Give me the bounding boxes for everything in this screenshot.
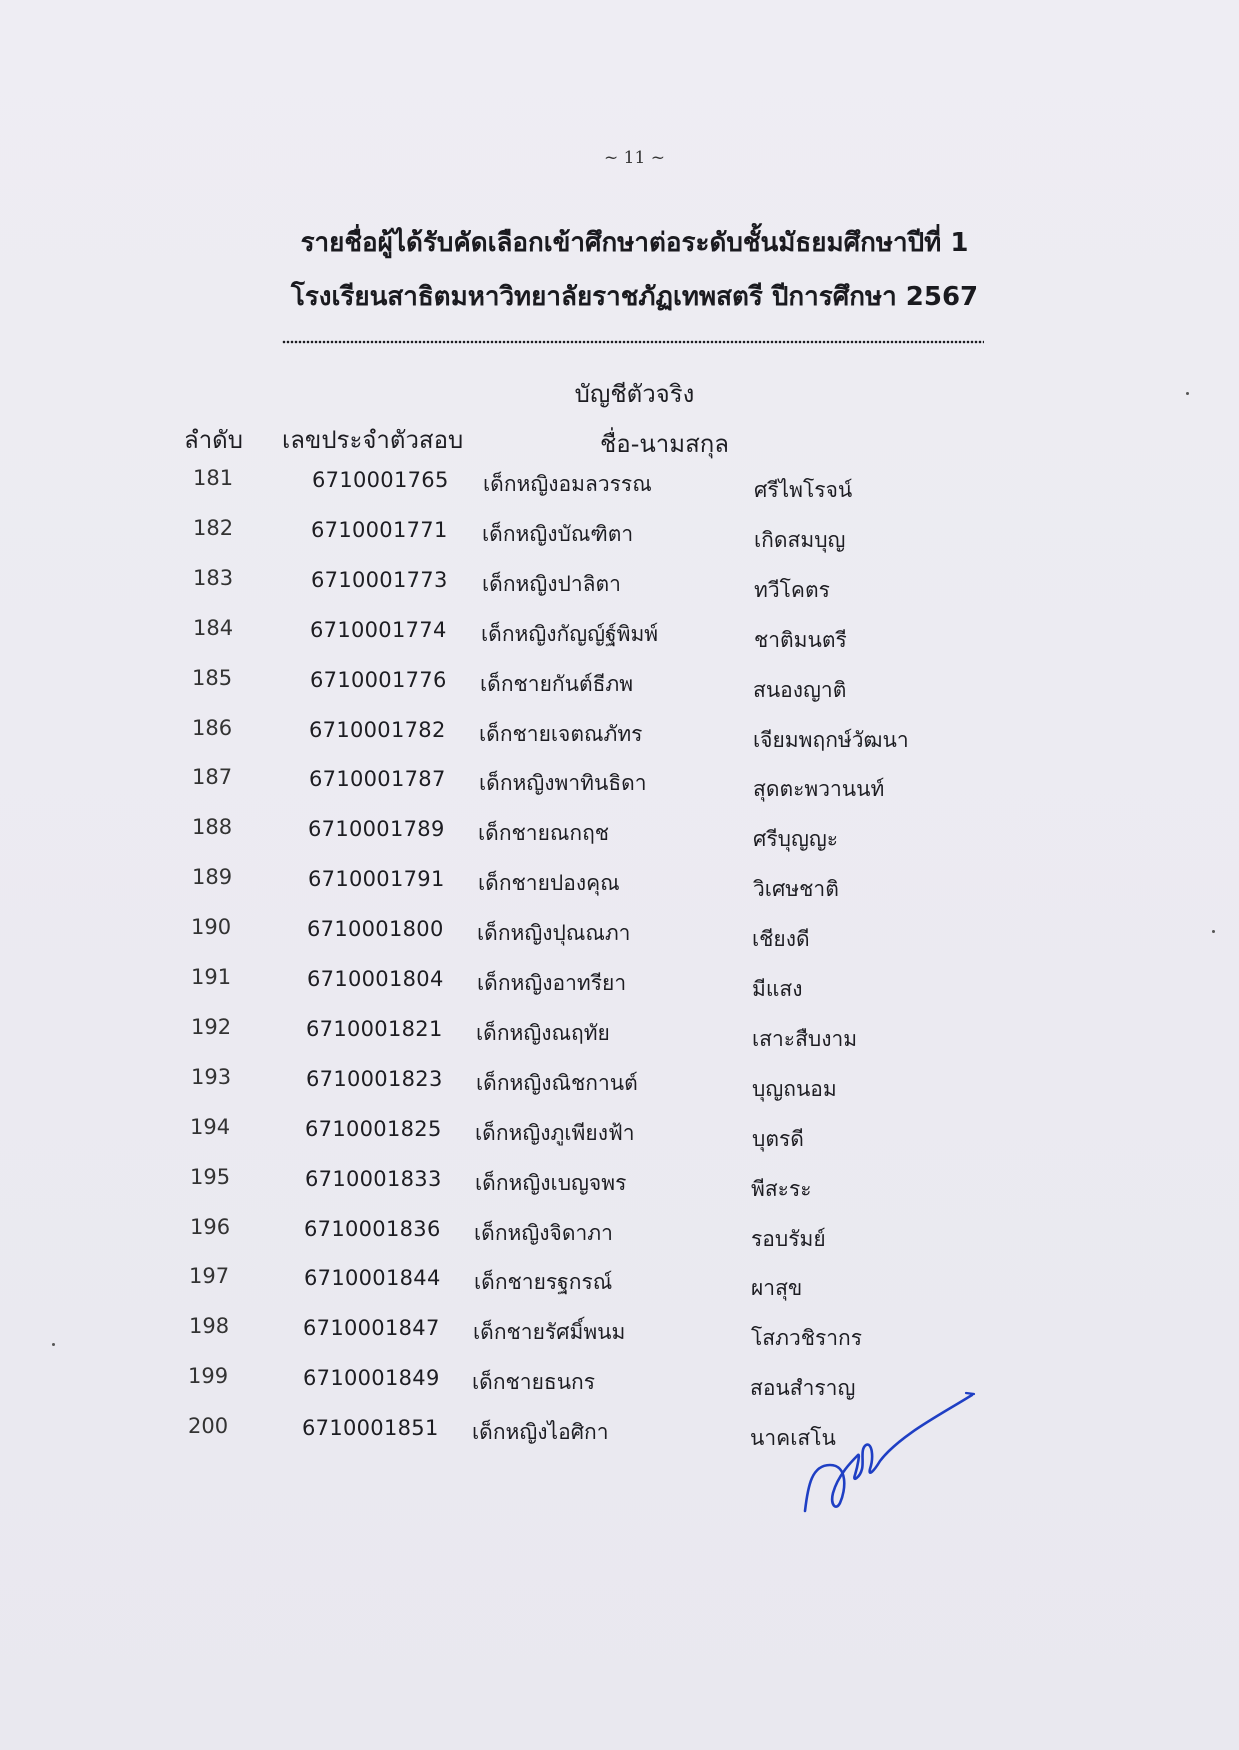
row-exam-id: 6710001836 bbox=[304, 1216, 441, 1241]
row-last-name: สอนสำราญ bbox=[750, 1376, 856, 1401]
row-exam-id: 6710001823 bbox=[306, 1066, 443, 1091]
row-first-name: เด็กหญิงภูเพียงฟ้า bbox=[475, 1120, 635, 1145]
row-last-name: วิเศษชาติ bbox=[753, 877, 839, 902]
list-row bbox=[0, 665, 1239, 712]
list-row bbox=[0, 1064, 1239, 1111]
row-order: 200 bbox=[188, 1414, 229, 1439]
paper-speck bbox=[52, 1343, 55, 1346]
row-order: 187 bbox=[192, 765, 233, 790]
row-exam-id: 6710001847 bbox=[303, 1316, 440, 1341]
list-row bbox=[0, 1114, 1239, 1161]
row-order: 191 bbox=[191, 965, 232, 989]
row-last-name: สุดตะพวานนท์ bbox=[753, 777, 885, 802]
list-row bbox=[0, 1214, 1239, 1261]
row-first-name: เด็กหญิงปุณณภา bbox=[477, 921, 631, 946]
row-last-name: ชาติมนตรี bbox=[754, 627, 847, 652]
row-exam-id: 6710001833 bbox=[305, 1166, 442, 1191]
row-first-name: เด็กหญิงบัณฑิตา bbox=[482, 521, 634, 546]
row-last-name: บุญถนอม bbox=[752, 1076, 837, 1101]
row-last-name: เสาะสืบงาม bbox=[752, 1026, 858, 1051]
row-order: 185 bbox=[192, 665, 233, 690]
list-row bbox=[0, 1414, 1239, 1460]
row-order: 192 bbox=[191, 1014, 232, 1039]
row-first-name: เด็กชายรฐกรณ์ bbox=[474, 1270, 613, 1295]
list-row bbox=[0, 815, 1239, 861]
row-last-name: นาคเสโน bbox=[750, 1426, 836, 1451]
row-order: 186 bbox=[192, 715, 233, 740]
row-exam-id: 6710001825 bbox=[305, 1116, 442, 1141]
row-exam-id: 6710001789 bbox=[308, 817, 445, 842]
list-row bbox=[0, 515, 1239, 562]
list-row bbox=[0, 1164, 1239, 1211]
row-first-name: เด็กหญิงปาลิตา bbox=[482, 571, 621, 596]
row-order: 199 bbox=[188, 1364, 229, 1389]
row-first-name: เด็กหญิงอมลวรรณ bbox=[483, 472, 652, 496]
row-first-name: เด็กหญิงอาทรียา bbox=[477, 971, 627, 995]
page-number: ~ 11 ~ bbox=[604, 148, 665, 168]
list-row bbox=[0, 865, 1239, 911]
row-exam-id: 6710001774 bbox=[310, 617, 447, 642]
row-last-name: ผาสุข bbox=[751, 1276, 803, 1301]
row-exam-id: 6710001773 bbox=[311, 567, 448, 592]
row-last-name: เกิดสมบุญ bbox=[754, 527, 846, 552]
row-first-name: เด็กหญิงเบญจพร bbox=[475, 1170, 627, 1195]
row-order: 183 bbox=[193, 565, 234, 590]
row-first-name: เด็กชายกันต์ธีภพ bbox=[480, 671, 634, 696]
row-first-name: เด็กหญิงไอศิกา bbox=[472, 1420, 609, 1445]
row-first-name: เด็กหญิงจิดาภา bbox=[474, 1220, 613, 1245]
list-row bbox=[0, 1364, 1239, 1410]
row-order: 196 bbox=[190, 1214, 231, 1239]
row-order: 193 bbox=[191, 1064, 232, 1089]
row-exam-id: 6710001771 bbox=[311, 517, 448, 542]
row-order: 181 bbox=[193, 466, 234, 490]
document-title-line-1: รายชื่อผู้ได้รับคัดเลือกเข้าศึกษาต่อระดับชั้นมัธยมศึกษาปีที่ 1 bbox=[300, 228, 969, 258]
row-exam-id: 6710001800 bbox=[307, 917, 444, 942]
header-name: ชื่อ-นามสกุล bbox=[600, 430, 729, 458]
header-order: ลำดับ bbox=[184, 426, 244, 454]
row-last-name: สนองญาติ bbox=[753, 677, 847, 702]
row-first-name: เด็กชายธนกร bbox=[472, 1370, 596, 1395]
list-row bbox=[0, 765, 1239, 811]
row-order: 198 bbox=[189, 1314, 230, 1339]
row-exam-id: 6710001782 bbox=[309, 717, 446, 742]
row-order: 188 bbox=[192, 815, 233, 840]
row-first-name: เด็กหญิงณฤทัย bbox=[476, 1020, 610, 1045]
list-row bbox=[0, 715, 1239, 762]
list-title: บัญชีตัวจริง bbox=[574, 380, 695, 408]
header-exam-id: เลขประจำตัวสอบ bbox=[282, 426, 464, 454]
list-row bbox=[0, 565, 1239, 612]
row-first-name: เด็กหญิงณิชกานต์ bbox=[476, 1070, 638, 1095]
row-exam-id: 6710001787 bbox=[309, 767, 446, 792]
row-first-name: เด็กชายปองคุณ bbox=[478, 871, 620, 896]
row-order: 195 bbox=[190, 1164, 231, 1189]
row-last-name: มีแสง bbox=[752, 977, 803, 1001]
row-first-name: เด็กชายเจตณภัทร bbox=[479, 721, 643, 746]
list-row bbox=[0, 615, 1239, 662]
row-last-name: ศรีบุญญะ bbox=[753, 827, 839, 852]
row-order: 182 bbox=[193, 515, 234, 540]
list-row bbox=[0, 965, 1239, 1011]
row-order: 190 bbox=[191, 915, 232, 940]
row-order: 197 bbox=[189, 1264, 230, 1289]
row-last-name: บุตรดี bbox=[752, 1126, 804, 1151]
signature bbox=[800, 1365, 980, 1515]
row-exam-id: 6710001791 bbox=[308, 867, 445, 892]
row-first-name: เด็กชายรัศมิ์พนม bbox=[473, 1320, 626, 1345]
list-row bbox=[0, 466, 1239, 512]
row-order: 194 bbox=[190, 1114, 231, 1139]
list-row bbox=[0, 1264, 1239, 1310]
row-last-name: ทวีโคตร bbox=[754, 577, 830, 602]
row-last-name: พีสะระ bbox=[751, 1176, 812, 1201]
paper-speck bbox=[1212, 930, 1215, 933]
row-order: 184 bbox=[193, 615, 234, 640]
row-exam-id: 6710001851 bbox=[302, 1416, 439, 1441]
document-title-line-2: โรงเรียนสาธิตมหาวิทยาลัยราชภัฏเทพสตรี ปีการศึกษา 2567 bbox=[290, 282, 979, 312]
row-first-name: เด็กหญิงพาทินธิดา bbox=[479, 771, 647, 796]
row-last-name: เชียงดี bbox=[752, 927, 810, 952]
row-exam-id: 6710001821 bbox=[306, 1016, 443, 1041]
row-last-name: ศรีไพโรจน์ bbox=[754, 478, 853, 502]
row-last-name: โสภวชิรากร bbox=[751, 1326, 863, 1351]
row-exam-id: 6710001844 bbox=[304, 1266, 441, 1291]
row-exam-id: 6710001765 bbox=[312, 468, 449, 492]
paper-speck bbox=[1186, 392, 1189, 395]
row-exam-id: 6710001776 bbox=[310, 667, 447, 692]
row-first-name: เด็กหญิงกัญญ์ฐ์พิมพ์ bbox=[481, 621, 659, 646]
row-last-name: รอบรัมย์ bbox=[751, 1226, 826, 1251]
row-order: 189 bbox=[192, 865, 233, 890]
list-row bbox=[0, 915, 1239, 961]
row-exam-id: 6710001849 bbox=[303, 1366, 440, 1391]
row-last-name: เจียมพฤกษ์วัฒนา bbox=[753, 727, 909, 752]
list-row bbox=[0, 1014, 1239, 1061]
row-exam-id: 6710001804 bbox=[307, 967, 444, 991]
list-row bbox=[0, 1314, 1239, 1360]
row-first-name: เด็กชายณกฤช bbox=[478, 821, 610, 846]
